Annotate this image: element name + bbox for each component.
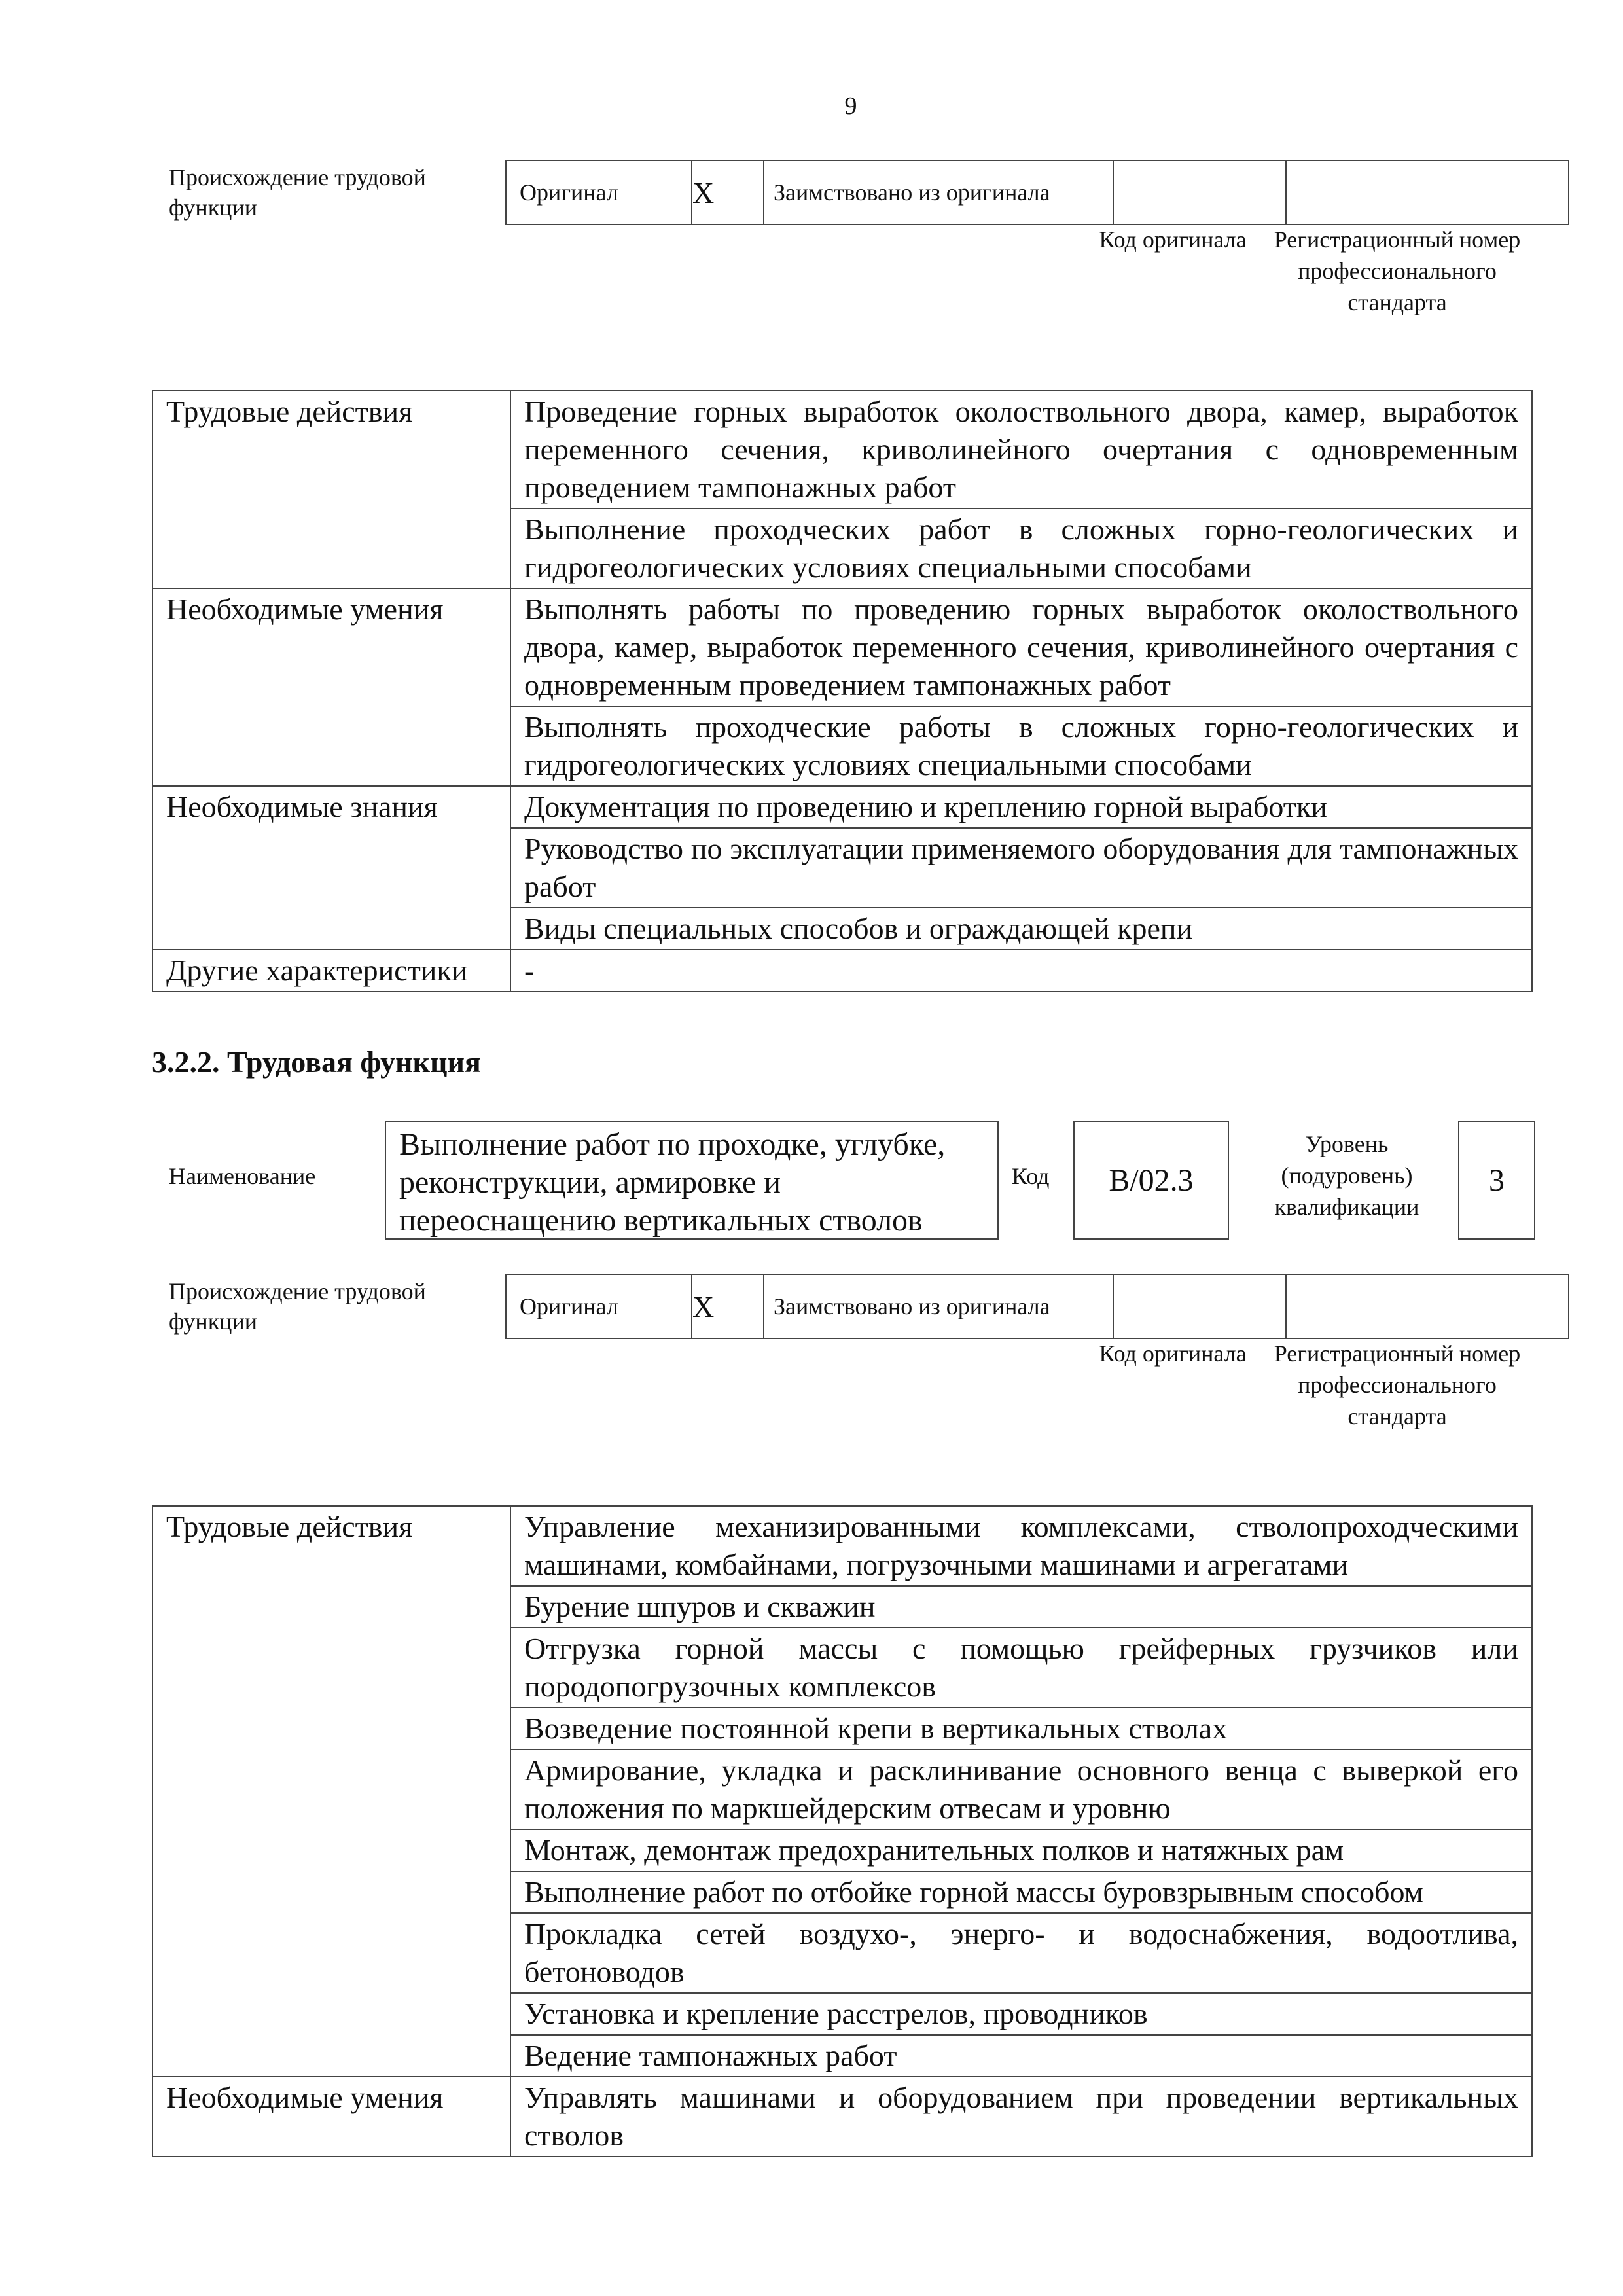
table-row [152,786,1532,828]
row-value: Выполнять работы по проведению горных выработок околоствольного двора, камер, выработок переменного сечения, криволинейного очертания с одновременным проведением тампонажных работ [510,588,1532,706]
table-row [152,588,1532,706]
table-row [152,950,1532,992]
row-value: Монтаж, демонтаж предохранительных полков и натяжных рам [510,1829,1532,1871]
name-label: Наименование [169,1163,316,1189]
row-value: - [510,950,1532,992]
row-label: Трудовые действия [152,1506,510,2077]
qualification-level-value: 3 [1458,1121,1535,1240]
function-name: Выполнение работ по проходке, углубке, реконструкции, армировке и переоснащению вертикальных стволов [385,1121,999,1240]
table-row [152,1506,1532,1586]
row-value: Установка и крепление расстрелов, проводников [510,1993,1532,2035]
row-value: Проведение горных выработок околоствольного двора, камер, выработок переменного сечения, криволинейного очертания с одновременным проведением тампонажных работ [510,391,1532,509]
code-caption: Код оригинала [1099,1340,1247,1367]
row-value: Бурение шпуров и скважин [510,1586,1532,1628]
row-value: Выполнение работ по отбойке горной массы буровзрывным способом [510,1871,1532,1913]
table-row [152,2077,1532,2157]
code-label: Код [1012,1163,1050,1189]
qualification-level-label: Уровень (подуровень) квалификации [1274,1131,1419,1220]
origin-table [505,160,1569,225]
code-caption: Код оригинала [1099,226,1247,253]
registration-number-cell [1286,1274,1569,1338]
row-label: Трудовые действия [152,391,510,588]
origin-label: Происхождение трудовой функции [169,164,426,221]
page-number: 9 [844,92,857,120]
row-value: Выполнять проходческие работы в сложных горно-геологических и гидрогеологических условиях специальными способами [510,706,1532,786]
row-value: Документация по проведению и креплению горной выработки [510,786,1532,828]
original-label: Оригинал [506,1274,692,1338]
row-value: Управлять машинами и оборудованием при проведении вертикальных стволов [510,2077,1532,2157]
original-code-cell [1113,160,1286,224]
borrowed-label: Заимствовано из оригинала [764,160,1113,224]
registration-caption: Регистрационный номер профессионального стандарта [1274,1340,1521,1429]
row-value: Прокладка сетей воздухо-, энерго- и водоснабжения, водоотлива, бетоноводов [510,1913,1532,1993]
row-value: Руководство по эксплуатации применяемого оборудования для тампонажных работ [510,828,1532,908]
row-value: Отгрузка горной массы с помощью грейферных грузчиков или породопогрузочных комплексов [510,1628,1532,1708]
row-value: Армирование, укладка и расклинивание основного венца с выверкой его положения по маркшейдерским отвесам и уровню [510,1749,1532,1829]
origin-table [505,1274,1569,1339]
original-label: Оригинал [506,160,692,224]
row-value: Виды специальных способов и ограждающей крепи [510,908,1532,950]
labor-function-table-1 [152,390,1533,992]
origin-label: Происхождение трудовой функции [169,1278,426,1335]
section-heading: 3.2.2. Трудовая функция [152,1045,481,1079]
registration-number-cell [1286,160,1569,224]
row-value: Управление механизированными комплексами, стволопроходческими машинами, комбайнами, погрузочными машинами и агрегатами [510,1506,1532,1586]
labor-function-table-2 [152,1505,1533,2157]
row-label: Необходимые знания [152,786,510,950]
table-row [152,391,1532,509]
original-mark: X [692,1274,764,1338]
original-code-cell [1113,1274,1286,1338]
row-value: Возведение постоянной крепи в вертикальных стволах [510,1708,1532,1749]
row-label: Необходимые умения [152,2077,510,2157]
borrowed-label: Заимствовано из оригинала [764,1274,1113,1338]
row-label: Необходимые умения [152,588,510,786]
row-value: Выполнение проходческих работ в сложных горно-геологических и гидрогеологических условиях специальными способами [510,509,1532,588]
row-value: Ведение тампонажных работ [510,2035,1532,2077]
code-value: B/02.3 [1073,1121,1229,1240]
registration-caption: Регистрационный номер профессионального стандарта [1274,226,1521,315]
row-label: Другие характеристики [152,950,510,992]
original-mark: X [692,160,764,224]
